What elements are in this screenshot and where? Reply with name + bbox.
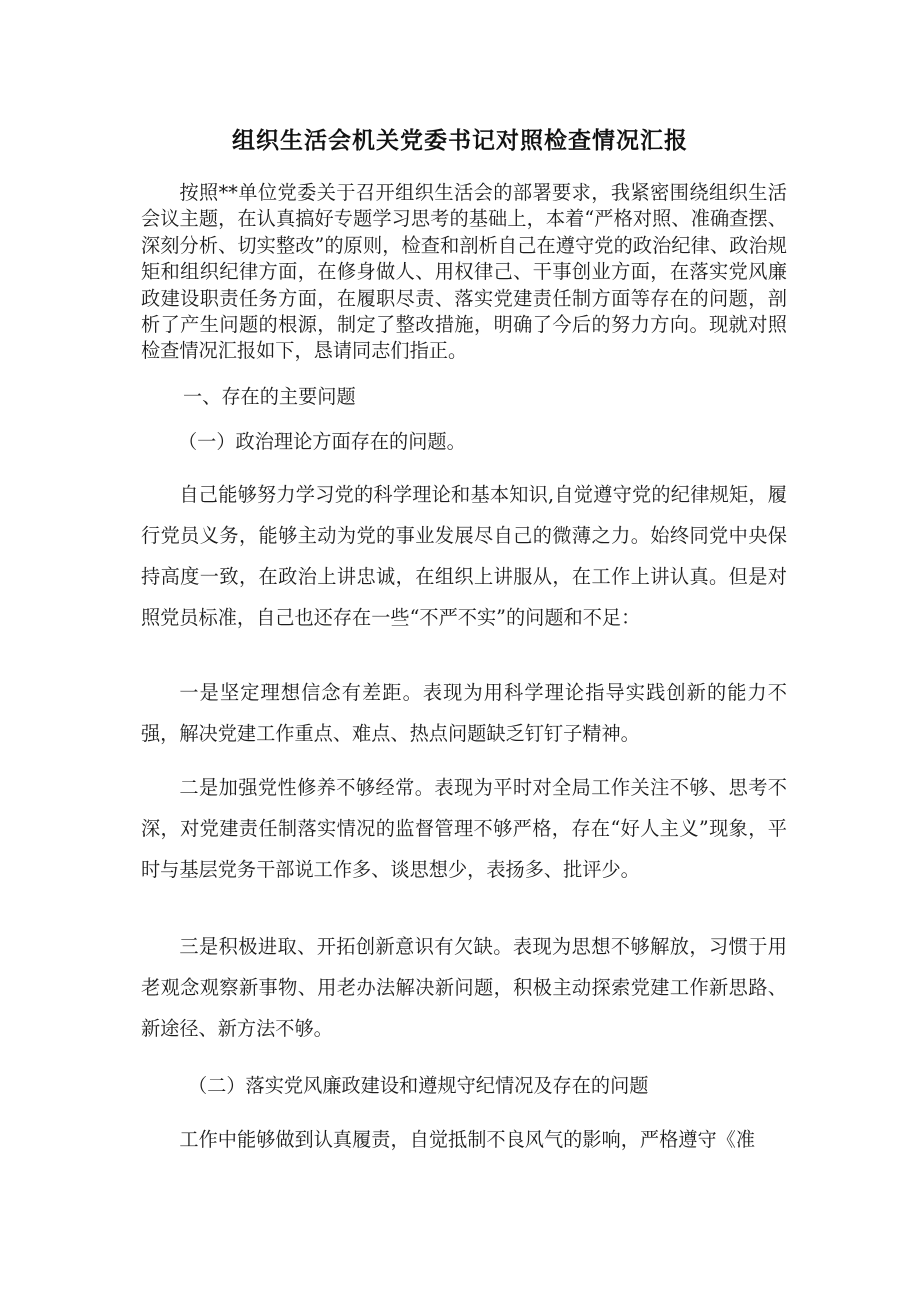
intro-paragraph: 按照**单位党委关于召开组织生活会的部署要求，我紧密围绕组织生活会议主题，在认真搞好专题学习思考的基础上，本着“严格对照、准确查摆、深刻分析、切实整改”的原则，检查和剖析自己在遵守党的政治纪律、政治规矩和组织纪律方面，在修身做人、用权律己、干事创业方面，在落实党风廉政建设职责任务方面，在履职尽责、落实党建责任制方面等存在的问题，剖析了产生问题的根源，制定了整改措施，明确了今后的努力方向。现就对照检查情况汇报如下，恳请同志们指正。	[141, 181, 787, 363]
subsection-heading-political-theory: （一）政治理论方面存在的问题。	[178, 430, 466, 453]
subsection-heading-integrity: （二）落实党风廉政建设和遵规守纪情况及存在的问题	[188, 1074, 649, 1097]
section-heading-main-problems: 一、存在的主要问题	[183, 385, 356, 408]
body-paragraph-integrity: 工作中能够做到认真履责，自觉抵制不良风气的影响，严格遵守《准	[179, 1128, 756, 1151]
body-paragraph-innovation: 三是积极进取、开拓创新意识有欠缺。表现为思想不够解放，习惯于用老观念观察新事物、用老办法解决新问题，积极主动探索党建工作新思路、新途径、新方法不够。	[141, 935, 787, 1040]
document-title: 组织生活会机关党委书记对照检查情况汇报	[232, 128, 688, 154]
body-paragraph-political-theory: 自己能够努力学习党的科学理论和基本知识,自觉遵守党的纪律规矩，履行党员义务，能够主动为党的事业发展尽自己的微薄之力。始终同党中央保持高度一致，在政治上讲忠诚，在组织上讲服从，在工作上讲认真。但是对照党员标准，自己也还存在一些“不严不实”的问题和不足：	[141, 483, 787, 629]
body-paragraph-ideals-gap: 一是坚定理想信念有差距。表现为用科学理论指导实践创新的能力不强，解决党建工作重点、难点、热点问题缺乏钉钉子精神。	[141, 681, 787, 745]
body-paragraph-party-spirit: 二是加强党性修养不够经常。表现为平时对全局工作关注不够、思考不深，对党建责任制落实情况的监督管理不够严格，存在“好人主义”现象，平时与基层党务干部说工作多、谈思想少，表扬多、批评少。	[141, 776, 787, 881]
